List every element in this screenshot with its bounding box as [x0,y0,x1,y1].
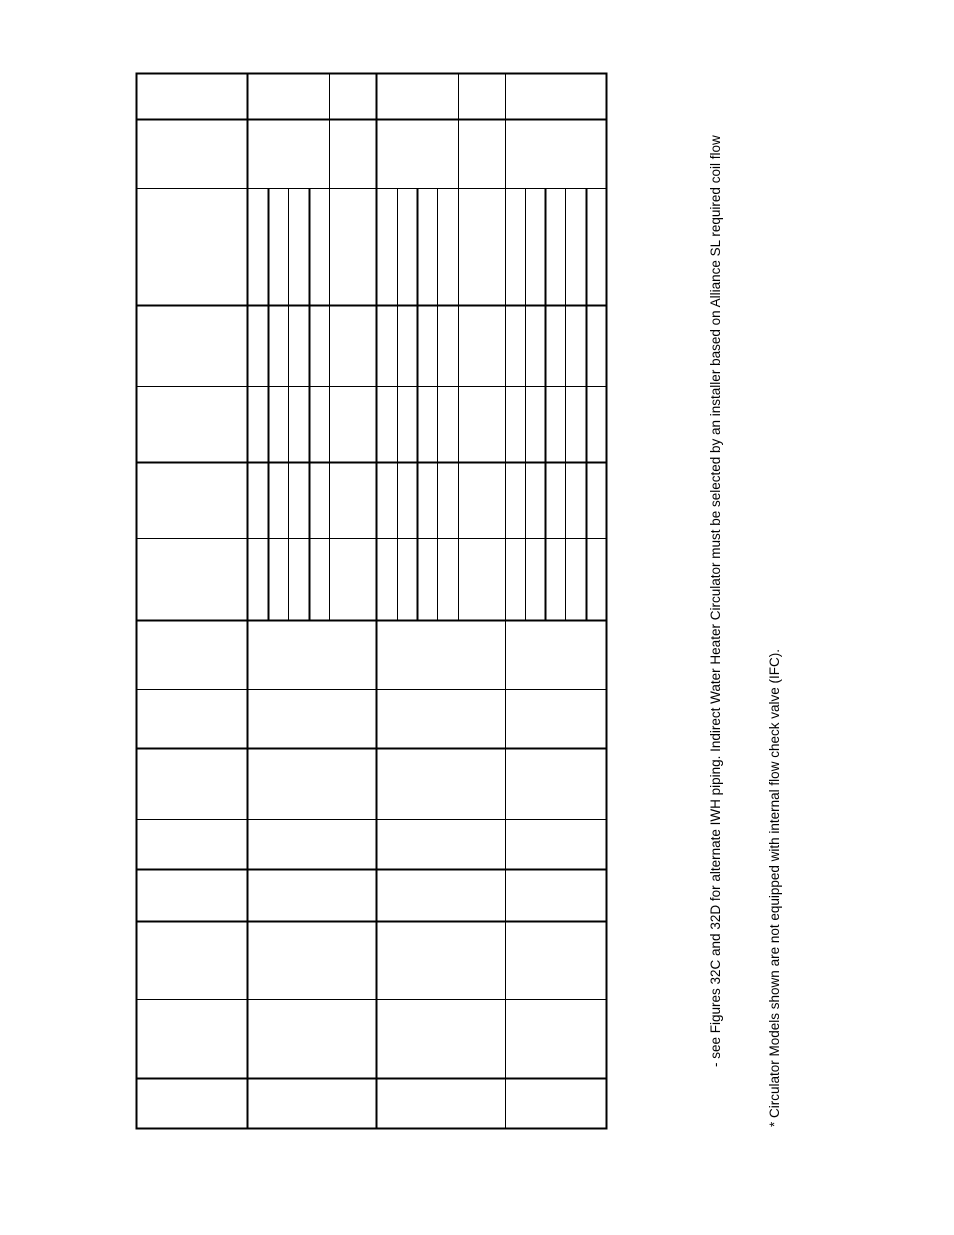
check-valve-footnote: * Circulator Models shown are not equipped with internal flow check valve (IFC). [767,649,782,1127]
table-frame [137,74,607,1129]
piping-footnote: - see Figures 32C and 32D for alternate IWH piping. Indirect Water Heater Circulator must be selected by an installer based on Alliance SL required coil flow [708,135,723,1067]
